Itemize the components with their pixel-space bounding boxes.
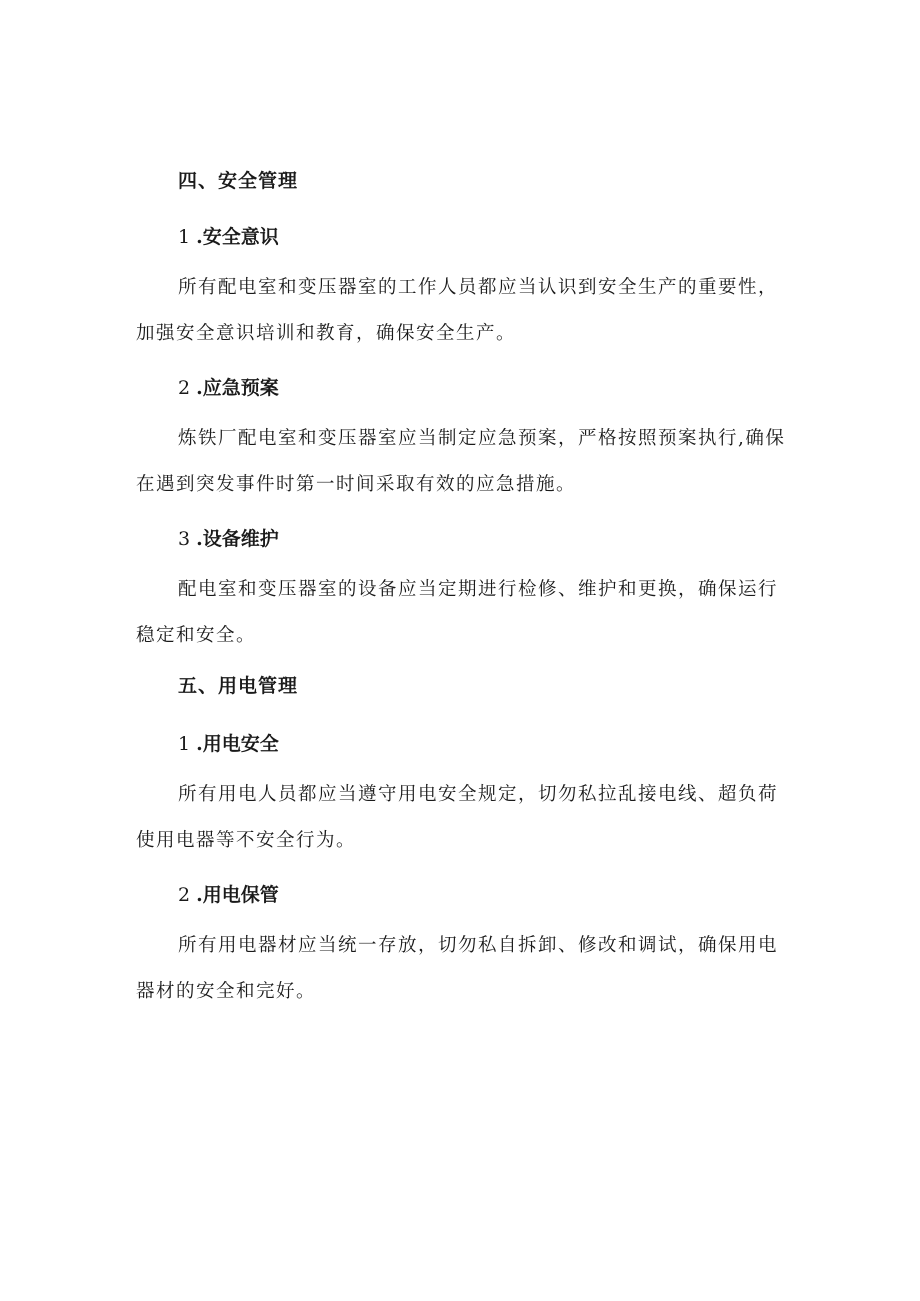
sub-heading-number: 3 [178, 528, 191, 550]
section-heading-4: 四、安全管理 [178, 170, 299, 192]
paragraph-line: 配电室和变压器室的设备应当定期进行检修、维护和更换，确保运行 [178, 579, 779, 600]
sub-heading-4-1 [178, 222, 279, 249]
sub-heading-5-1 [178, 729, 279, 756]
paragraph-line: 稳定和安全。 [136, 625, 257, 646]
sub-heading-4-3 [178, 524, 279, 551]
paragraph-line: 所有用电人员都应当遵守用电安全规定，切勿私拉乱接电线、超负荷 [178, 784, 779, 805]
sub-heading-title: .用电保管 [196, 884, 279, 906]
paragraph-line: 加强安全意识培训和教育，确保安全生产。 [136, 323, 517, 344]
paragraph-line: 使用电器等不安全行为。 [136, 830, 357, 851]
sub-heading-number: 1 [178, 226, 191, 248]
paragraph-line: 器材的安全和完好。 [136, 981, 317, 1002]
sub-heading-title: .安全意识 [196, 226, 279, 248]
sub-heading-title: .用电安全 [196, 733, 279, 755]
paragraph-4-1 [136, 265, 786, 357]
sub-heading-number: 2 [178, 377, 191, 399]
paragraph-line: 所有配电室和变压器室的工作人员都应当认识到安全生产的重要性， [178, 277, 779, 298]
sub-heading-title: .应急预案 [196, 377, 279, 399]
sub-heading-number: 1 [178, 733, 191, 755]
section-heading-5: 五、用电管理 [178, 675, 299, 697]
sub-heading-5-2 [178, 880, 279, 907]
paragraph-5-2 [136, 923, 786, 1015]
sub-heading-4-2 [178, 373, 279, 400]
paragraph-4-3 [136, 567, 786, 659]
paragraph-line: 炼铁厂配电室和变压器室应当制定应急预案，严格按照预案执行,确保 [178, 428, 786, 449]
paragraph-line: 在遇到突发事件时第一时间采取有效的应急措施。 [136, 474, 577, 495]
sub-heading-number: 2 [178, 884, 191, 906]
paragraph-line: 所有用电器材应当统一存放，切勿私自拆卸、修改和调试，确保用电 [178, 935, 779, 956]
sub-heading-title: .设备维护 [196, 528, 279, 550]
paragraph-5-1 [136, 772, 786, 864]
paragraph-4-2 [136, 416, 786, 508]
